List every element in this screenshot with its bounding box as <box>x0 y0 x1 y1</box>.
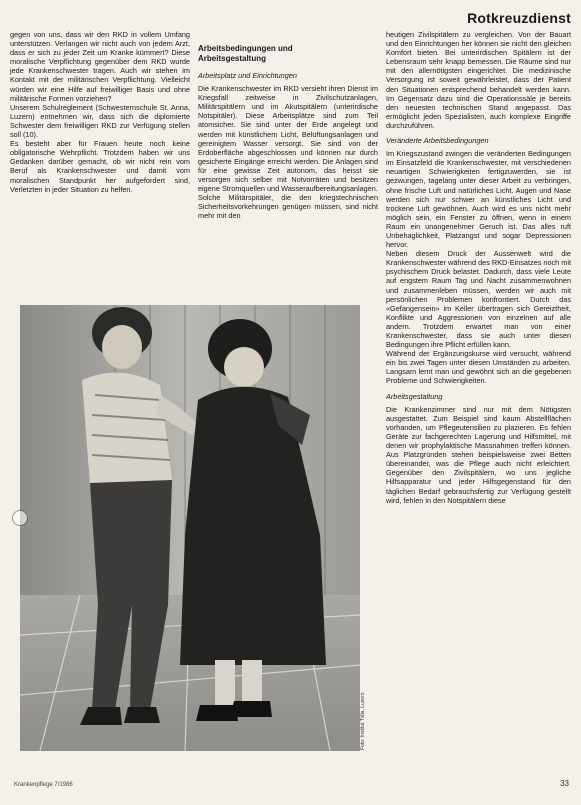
body-paragraph: Neben diesem Druck der Aussenwelt wird die Krankenschwester während des RKD-Einsatzes noch mit psychischem Druck belastet. Dadurch, dass viele Leute auf engstem Raum Tag und Nacht zusammenwohnen und zusammenleben müssen, werden wir auch mit persönlichen Problemen konfrontiert. Durch das «Gefangensein» im Keller übertragen sich Gereiztheit, Konflikte und Aggressionen von einzelnen auf alle andern. Trotzdem erwartet man von einer Krankenschwester, dass sie auch unter diesen Bedingungen ihre Pflicht erfüllen kann. <box>386 249 571 350</box>
body-paragraph: Solche Militärspitäler, die den kriegstechnischen Sicherheitsvorkehrungen genügen müssen, sind nicht mehr mit den <box>198 193 378 221</box>
article-column-1 <box>10 30 190 194</box>
section-heading <box>198 44 378 63</box>
body-paragraph: Es besteht aber für Frauen heute noch keine obligatorische Wehrpflicht. Trotzdem haben wir uns Gedanken darüber gemacht, ob wir nicht rein vom Beruf als Krankenschwester und damit vom moralischen Standpunkt her aufgefordert sind, Verletzten in jeder Situation zu helfen. <box>10 139 190 194</box>
footer-source: Krankenpflege 7/1986 <box>14 782 73 788</box>
photo-credit: Foto: Institut Tidia, Luzern <box>360 692 366 750</box>
section-heading-line-1: Arbeitsbedingungen und <box>198 44 293 53</box>
body-paragraph: Die Krankenschwester im RKD versieht ihren Dienst im Kriegsfall zeitweise in Zivilschutzanlagen, Militärspitälern und im Akutspitälern (unterirdische Notspitäler). Diese Arbeitsplätze sind zum Teil atomsicher. Sie sind unter der Erde angelegt und werden mit künstlichem Licht, Belüftungsanlagen und gereinigtem Wasser versorgt. Sie sind von der Erdoberfläche abgeschlossen und können nur durch gesicherte Eingänge erreicht werden. Die Anlagen sind für eine gewisse Zeit autonom, das heisst sie versorgen sich selber mit Notvorräten und besitzen eigene Stromquellen und Wasseraufbereitungsanlagen. <box>198 84 378 194</box>
article-photo <box>20 305 360 751</box>
subsection-heading: Arbeitsplatz und Einrichtungen <box>198 71 297 80</box>
subsection-heading: Arbeitsgestaltung <box>386 391 443 401</box>
article-column-3 <box>386 30 571 505</box>
running-header-title: Rotkreuzdienst <box>467 10 571 26</box>
body-paragraph: Unserem Schulreglement (Schwesternschule St. Anna, Luzern) entnehmen wir, dass sich die diplomierte Schwester dem freiwilligen RKD zur Verfügung stellen soll (10). <box>10 102 190 140</box>
body-paragraph: Im Kriegszustand zwingen die veränderten Bedingungen im Einsatzfeld die Krankenschwester, mit verschiedenen neuartigen Schwierigkeiten fertigzuwerden, sie ist gezwungen, tagelang unter dieser Arbeit zu verbringen, ohne frische Luft und natürliches Licht. Augen und Nase werden sich nur schwer an künstliches Licht und trockene Luft gewöhnen. Auch wird es uns nicht mehr möglich sein, ein Fenster zu öffnen, wenn in einem Raum ein unangenehmer Geruch ist. Das alles ruft Unbehaglichkeit, Platzangst und sogar Depressionen hervor. <box>386 149 571 250</box>
body-paragraph: gegen von uns, dass wir den RKD in vollem Umfang unterstützen. Verlangen wir nicht auch von jedem Arzt, dass er sich zu jeder Zeit um Kranke kümmert? Diese moralische Verpflichtung gegenüber dem RKD wurde jede Krankenschwester tragen. Auch wir stehen im Kontakt mit der militärischen Verpflichtung. Vielleicht würden wir eine Hilfe auf freiwilliger Basis und ohne militärische Formen vorziehen? <box>10 30 190 103</box>
body-paragraph: heutigen Zivilspitälern zu vergleichen. Von der Bauart und den Einrichtungen her können sie nicht den gleichen Komfort bieten. Bei unterirdischen Spitälern ist der Lebensraum sehr knapp bemessen. Die Räume sind nur mit den allernötigsten eingerichtet. Die medizinische Versorgung ist soweit gewährleistet, dass der Patient den Situationen entsprechend behandelt werden kann. Im Gegensatz dazu sind die Operationssäle je bereits den neuesten technischen Stand angepasst. Das ermöglicht jeden Spezialisten, auch komplexe Eingriffe durchzuführen. <box>386 30 571 130</box>
subsection-heading: Veränderte Arbeitsbedingungen <box>386 136 489 146</box>
article-column-2 <box>198 30 378 221</box>
binder-hole-mark <box>12 510 28 526</box>
section-heading-line-2: Arbeitsgestaltung <box>198 53 267 63</box>
page-number: 33 <box>560 779 569 788</box>
body-paragraph: Die Krankenzimmer sind nur mit dem Nötigsten ausgestattet. Zum Beispiel sind kaum Abstellflächen vorhanden, um Pflegeutensilien zu plazieren. Es fehlen Geräte zur fachgerechten Lagerung und Hilfsmittel, mit denen wir prophylaktische Massnahmen treffen können. Aus Platzgründen stehen beispielsweise zwei Betten übereinander, was die Pflege auch nicht erleichtert. Gegenüber den Zivilspitälern, wo uns jegliche Hilfsapparatur und jeder Hilfsgegenstand für den täglichen Bedarf gebrauchsfertig zur Verfügung gestellt wird, fehlen in den Notspitälern diese <box>386 404 571 505</box>
photo-illustration <box>20 305 360 751</box>
body-paragraph: Während der Ergänzungskurse wird versucht, während ein bis zwei Tagen unter diesen Umständen zu arbeiten. Langsam lernt man und gewöhnt sich an die gegebenen Probleme und Schwierigkeiten. <box>386 349 571 386</box>
